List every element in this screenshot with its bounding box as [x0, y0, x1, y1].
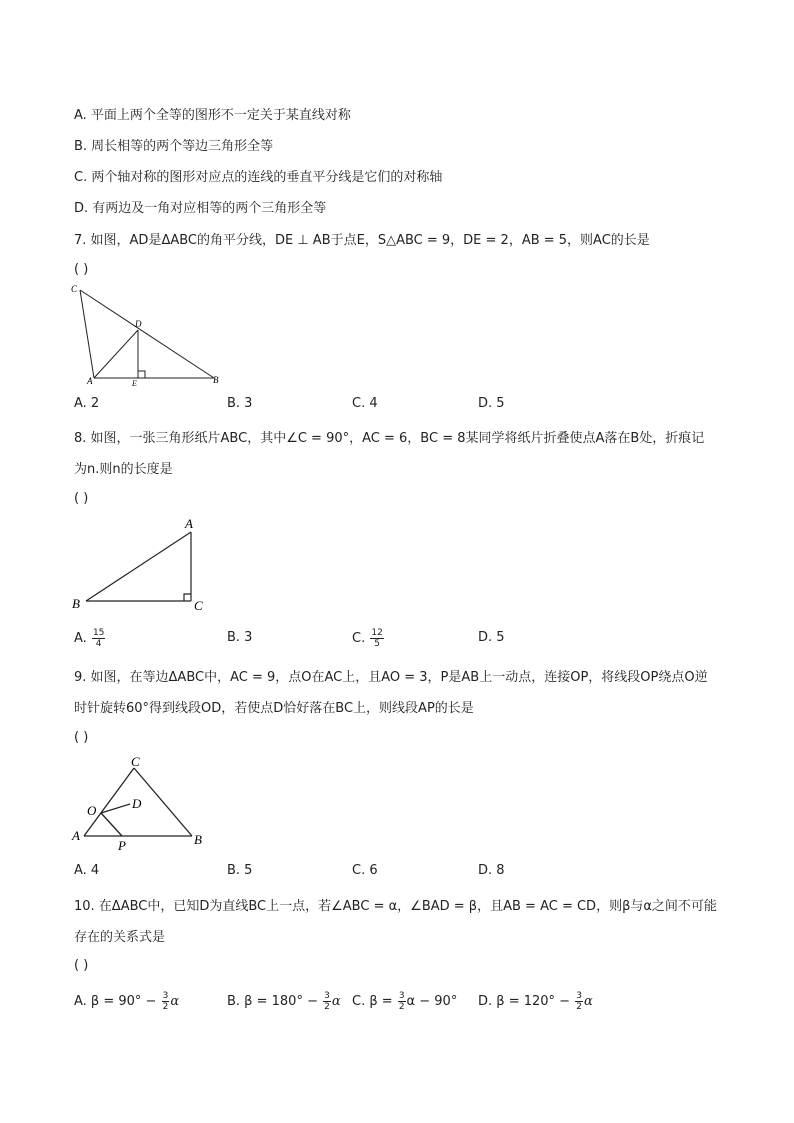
q7-segment-ca: [80, 290, 94, 378]
q8-option-c: [352, 628, 385, 649]
q8-segment-ba: [86, 532, 191, 601]
q7-stem: 7. 如图，AD是ΔABC的角平分线，DE ⊥ AB于点E，S△ABC = 9，DE = 2，AB = 5，则AC的长是: [74, 233, 650, 248]
q7-segment-cb: [80, 290, 214, 378]
q8-option-a: [74, 628, 106, 649]
q9-option-d: D. 8: [478, 863, 505, 878]
q9-label-p: P: [118, 838, 126, 853]
q10-option-b-fraction: [323, 991, 331, 1012]
q10-option-b-alpha: α: [331, 994, 341, 1009]
q7-label-e: E: [132, 379, 137, 388]
q7-label-d: D: [135, 319, 142, 329]
q9-option-a: A. 4: [74, 863, 100, 878]
q10-answer-paren: ( ): [74, 958, 89, 973]
q9-segment-od: [101, 804, 130, 813]
q7-option-b: B. 3: [227, 396, 253, 411]
q8-option-c-denominator: 5: [374, 639, 380, 649]
q10-option-c-pre: C. β =: [352, 994, 393, 1009]
q7-segment-ad: [94, 330, 138, 378]
q7-option-d: D. 5: [478, 396, 505, 411]
q8-figure: [68, 512, 218, 616]
q10-option-a-alpha: α: [170, 994, 180, 1009]
q7-label-a: A: [87, 376, 93, 386]
q10-option-d: [478, 991, 593, 1012]
q9-segment-ac: [84, 768, 134, 836]
q7-option-a: A. 2: [74, 396, 100, 411]
q6-option-a: A. 平面上两个全等的图形不一定关于某直线对称: [74, 108, 351, 123]
q8-option-d: D. 5: [478, 630, 505, 645]
q10-option-d-fraction: [575, 991, 583, 1012]
q10-option-c-denominator: 2: [398, 1002, 405, 1012]
q8-stem-line2: 为n.则n的长度是: [74, 462, 173, 477]
q10-option-a-numerator: 3: [162, 991, 169, 1001]
q8-right-angle-mark: [184, 594, 191, 601]
q10-option-a: [74, 991, 179, 1012]
q6-option-d: D. 有两边及一角对应相等的两个三角形全等: [74, 201, 327, 216]
q6-option-c: C. 两个轴对称的图形对应点的连线的垂直平分线是它们的对称轴: [74, 170, 443, 185]
q9-option-b: B. 5: [227, 863, 253, 878]
q10-option-b-numerator: 3: [324, 991, 330, 1001]
q8-label-a: A: [185, 516, 193, 531]
q7-label-c: C: [71, 284, 78, 294]
q8-option-c-prefix: C.: [352, 631, 366, 646]
q7-right-angle-mark: [138, 371, 145, 378]
q10-option-c-post: α − 90°: [406, 994, 458, 1009]
q7-figure: [68, 282, 228, 388]
q8-option-c-fraction: [370, 628, 383, 649]
q9-stem-line1: 9. 如图，在等边ΔABC中，AC = 9，点O在AC上，且AO = 3，P是AB上一动点，连接OP，将线段OP绕点O逆: [74, 670, 708, 685]
q10-option-c-fraction: [398, 991, 406, 1012]
q6-option-b: B. 周长相等的两个等边三角形全等: [74, 139, 274, 154]
q10-option-a-denominator: 2: [162, 1002, 169, 1012]
q7-label-b: B: [213, 375, 219, 385]
q10-option-d-denominator: 2: [576, 1002, 582, 1012]
q10-option-a-fraction: [162, 991, 170, 1012]
q8-label-b: B: [72, 596, 80, 611]
q8-option-a-prefix: A.: [74, 631, 87, 646]
q10-option-d-pre: D. β = 120° −: [478, 994, 571, 1009]
q9-option-c: C. 6: [352, 863, 378, 878]
q10-option-a-pre: A. β = 90° −: [74, 994, 157, 1009]
q8-answer-paren: ( ): [74, 491, 89, 506]
q10-option-b: [227, 991, 341, 1012]
q7-option-c: C. 4: [352, 396, 378, 411]
q10-option-d-alpha: α: [583, 994, 593, 1009]
q8-label-c: C: [194, 598, 203, 613]
q9-segment-cb: [134, 768, 192, 836]
q10-option-b-pre: B. β = 180° −: [227, 994, 318, 1009]
q8-option-c-numerator: 12: [371, 628, 383, 638]
q9-label-o: O: [87, 803, 97, 818]
q8-stem-line1: 8. 如图，一张三角形纸片ABC，其中∠C = 90°，AC = 6，BC = 8某同学将纸片折叠使点A落在B处，折痕记: [74, 431, 705, 446]
q10-stem-line1: 10. 在ΔABC中，已知D为直线BC上一点，若∠ABC = α，∠BAD = β，且AB = AC = CD，则β与α之间不可能: [74, 899, 717, 914]
q9-figure: [68, 752, 218, 854]
q8-option-a-denominator: 4: [95, 639, 102, 649]
q8-option-a-fraction: [92, 628, 105, 649]
q10-option-c: [352, 991, 457, 1012]
q10-option-c-numerator: 3: [398, 991, 405, 1001]
q9-label-b: B: [194, 832, 202, 847]
q9-stem-line2: 时针旋转60°得到线段OD，若使点D恰好落在BC上，则线段AP的长是: [74, 701, 474, 716]
q9-label-a: A: [72, 828, 80, 843]
q9-answer-paren: ( ): [74, 730, 89, 745]
q10-option-b-denominator: 2: [324, 1002, 330, 1012]
q10-option-d-numerator: 3: [576, 991, 582, 1001]
q9-segment-op: [101, 813, 122, 836]
q10-stem-line2: 存在的关系式是: [74, 930, 166, 945]
q8-option-a-numerator: 15: [92, 628, 105, 638]
q7-answer-paren: ( ): [74, 262, 89, 277]
q8-option-b: B. 3: [227, 630, 253, 645]
q9-label-d: D: [132, 796, 142, 811]
q9-label-c: C: [131, 754, 140, 769]
